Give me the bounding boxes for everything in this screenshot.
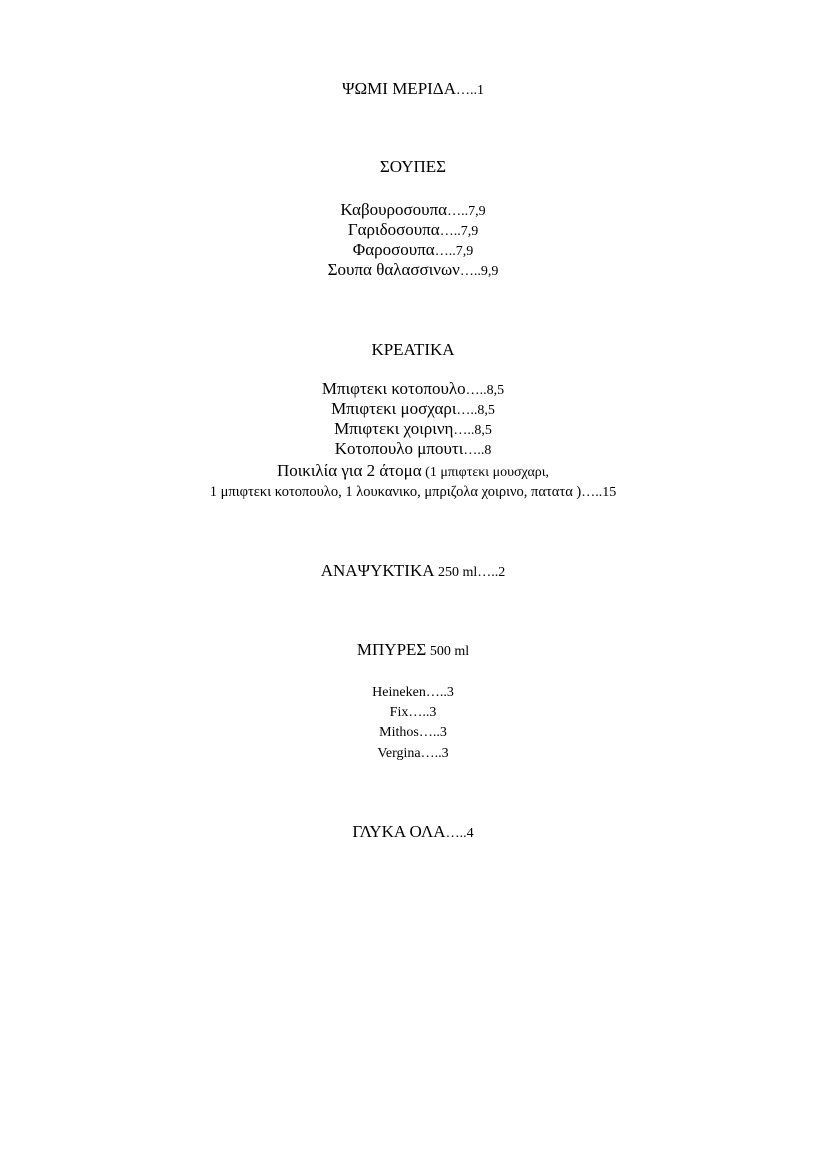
menu-item-name: Κοτοπουλο μπουτι (334, 439, 464, 458)
menu-item (0, 742, 826, 764)
menu-item-price: …..8 (463, 443, 492, 458)
menu-item-name: Vergina (377, 746, 421, 761)
menu-item (0, 379, 826, 401)
menu-item (0, 260, 826, 282)
platter-line-1 (0, 461, 826, 483)
menu-item-price: …..3 (425, 685, 454, 700)
menu-item-name: Καβουροσουπα (340, 200, 448, 219)
menu-item-name: Μπιφτεκι κοτοπουλο (321, 379, 466, 398)
menu-item-price: …..3 (408, 705, 437, 720)
soft-drinks-detail: 250 ml…..2 (434, 565, 506, 580)
menu-item-price: …..3 (418, 725, 447, 740)
soups-heading: ΣΟΥΠΕΣ (379, 157, 447, 176)
sweets-label: ΓΛΥΚΑ ΟΛΑ (352, 822, 446, 841)
platter-note: (1 μπιφτεκι μουσχαρι, (421, 465, 550, 480)
bread-line (0, 79, 826, 101)
platter-contents: 1 μπιφτεκι κοτοπουλο, 1 λουκανικο, μπριζολα χοιρινο, πατατα ) (209, 484, 582, 500)
menu-item-name: Μπιφτεκι μοσχαρι (331, 399, 457, 418)
menu-item-price: …..3 (420, 746, 449, 761)
menu-item-name: Fix (389, 705, 409, 720)
menu-item (0, 681, 826, 703)
menu-item (0, 439, 826, 461)
menu-item-price: …..8,5 (453, 423, 492, 438)
menu-item (0, 419, 826, 441)
soft-drinks-line (0, 561, 826, 583)
menu-item (0, 200, 826, 222)
meats-heading: ΚΡΕΑΤΙΚΑ (371, 340, 455, 359)
menu-item (0, 399, 826, 421)
platter-title: Ποικιλία για 2 άτομα (276, 461, 422, 480)
soft-drinks-label: ΑΝΑΨΥΚΤΙΚΑ (320, 561, 435, 580)
bread-price: …..1 (456, 83, 485, 98)
menu-item-price: …..7,9 (434, 244, 474, 259)
menu-item-name: Mithos (379, 725, 419, 740)
menu-item-price: …..8,5 (456, 403, 495, 418)
beers-heading: ΜΠΥΡΕΣ (356, 640, 427, 659)
menu-item-name: Σουπα θαλασσινων (327, 260, 460, 279)
platter-line-2 (0, 482, 826, 503)
beers-detail: 500 ml (426, 644, 470, 659)
menu-item-price: …..8,5 (465, 383, 505, 398)
menu-item-price: …..7,9 (447, 204, 486, 219)
bread-label: ΨΩΜΙ ΜΕΡΙΔΑ (341, 79, 457, 98)
menu-item-price: …..9,9 (459, 264, 499, 279)
sweets-line (0, 822, 826, 844)
platter-price: …..15 (581, 485, 617, 500)
menu-item (0, 220, 826, 242)
beers-heading-line (0, 640, 826, 662)
sweets-price: …..4 (445, 826, 474, 841)
menu-item-name: Μπιφτεκι χοιρινη (334, 419, 454, 438)
menu-item-price: …..7,9 (439, 224, 479, 239)
menu-item-name: Φαροσουπα (352, 240, 435, 259)
menu-item (0, 701, 826, 723)
menu-item-name: Heineken (372, 685, 426, 700)
menu-item (0, 721, 826, 743)
menu-item (0, 240, 826, 262)
menu-item-name: Γαριδοσουπα (347, 220, 440, 239)
